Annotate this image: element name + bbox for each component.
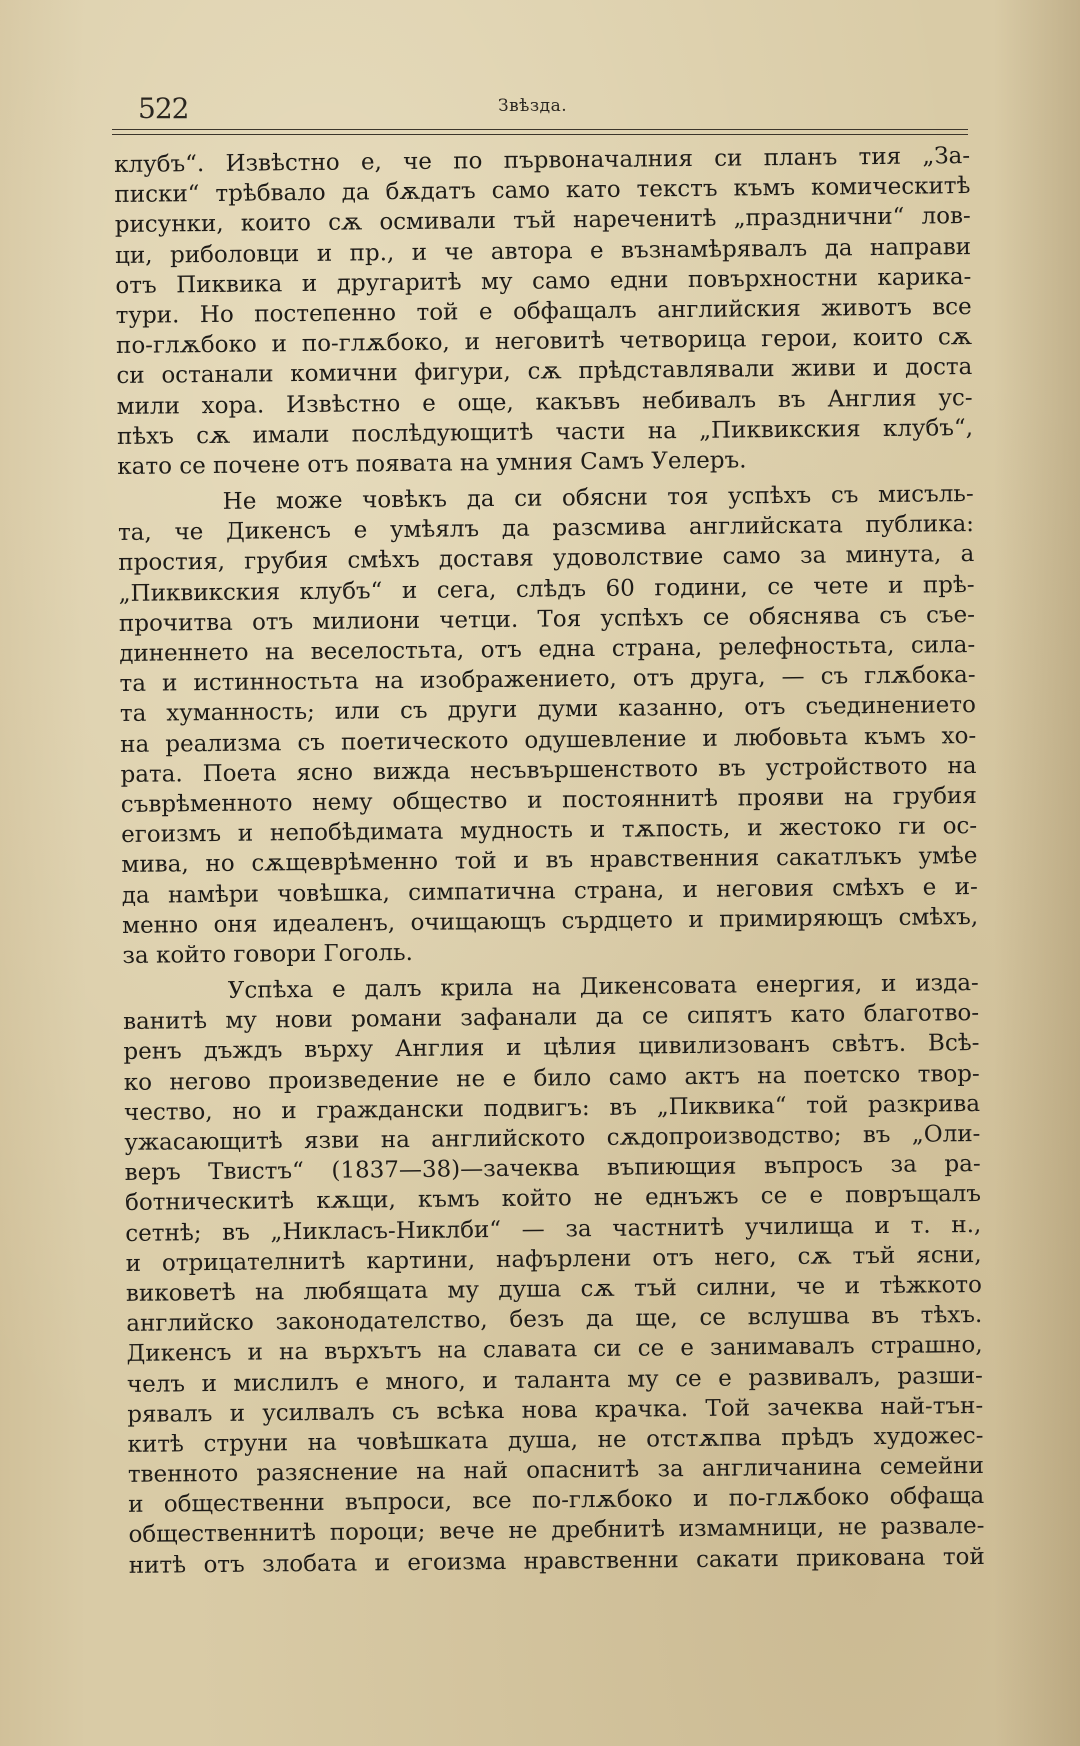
- header-rule-thin: [112, 134, 968, 135]
- text-line: твенното разяснение на най опаснитѣ за англичанина семейни: [127, 1453, 984, 1488]
- text-line: Не може човѣкъ да си обясни тоя успѣхъ съ мисъль-: [222, 481, 974, 515]
- text-line: английско законодателство, безъ да ще, се вслушва въ тѣхъ.: [126, 1302, 983, 1338]
- text-line: си останали комични фигури, сѫ прѣдставлявали живи и доста: [116, 354, 973, 390]
- text-line: на реализма съ поетическото одушевление и любовьта къмъ хо-: [120, 722, 977, 758]
- text-line: та и истинностьта на изображението, отъ друга, — съ глѫбока-: [119, 662, 976, 698]
- body-text: [114, 141, 985, 1581]
- text-line: простия, грубия смѣхъ доставя удоволствие само за минута, а: [118, 541, 975, 577]
- running-title: Звѣзда.: [498, 96, 568, 116]
- page-header: [138, 92, 968, 132]
- text-line: веръ Твистъ“ (1837—38)—зачеква въпиющия въпросъ за ра-: [124, 1151, 981, 1187]
- text-line: и общественни въпроси, все по-глѫбоко и по-глѫбоко обфаща: [128, 1483, 985, 1519]
- text-line: прочитва отъ милиони четци. Тоя успѣхъ се обяснява съ съе-: [118, 601, 976, 637]
- text-line: ко негово произведение не е било само актъ на поетско твор-: [123, 1060, 980, 1096]
- text-line: мили хора. Извѣстно е още, какъвъ небивалъ въ Англия ус-: [116, 384, 973, 420]
- text-line: ужасающитѣ язви на английското сѫдопроизводство; въ „Оли-: [124, 1120, 981, 1156]
- text-line: сетнѣ; въ „Никласъ-Никлби“ — за частнитѣ училища и т. н.,: [125, 1211, 982, 1247]
- text-line: Успѣха е далъ крила на Дикенсовата енергия, и изда-: [227, 970, 979, 1004]
- text-line: по-глѫбоко и по-глѫбоко, и неговитѣ четворица герои, които сѫ: [115, 324, 973, 360]
- text-line: ванитѣ му нови романи зафанали да се сипятъ като благотво-: [122, 1000, 980, 1036]
- text-line: челъ и мислилъ е много, и таланта му се е развивалъ, разши-: [126, 1362, 984, 1398]
- text-line: писки“ трѣбвало да бѫдатъ само като текстъ къмъ комическитѣ: [114, 173, 971, 209]
- text-line: рата. Поета ясно вижда несъвършенството въ устройството на: [120, 752, 977, 788]
- text-line: пѣхъ сѫ имали послѣдующитѣ части на „Пиквикския клубъ“,: [116, 414, 974, 450]
- text-line: та хуманность; или съ други думи казанно, отъ съединението: [119, 692, 976, 728]
- text-line: да намѣри човѣшка, симпатична страна, и неговия смѣхъ е и-: [121, 873, 978, 909]
- text-line: чество, но и граждански подвигъ: въ „Пиквика“ той разкрива: [123, 1090, 981, 1126]
- text-line: и отрицателнитѣ картини, нафърлени отъ него, сѫ тъй ясни,: [125, 1241, 982, 1277]
- text-line: егоизмъ и непобѣдимата мудность и тѫпость, и жестоко ги ос-: [121, 813, 978, 849]
- text-line: ренъ дъждъ върху Англия и цѣлия цивилизованъ свѣтъ. Всѣ-: [123, 1030, 980, 1066]
- header-rule-thick: [112, 129, 968, 130]
- text-line: тури. Но постепенно той е обфащалъ английския животъ все: [115, 293, 972, 329]
- text-line: съврѣменното нему общество и постояннитѣ прояви на грубия: [120, 782, 977, 818]
- text-line: рисунки, които сѫ осмивали тъй нареченитѣ „празднични“ лов-: [114, 203, 971, 239]
- text-line: общественнитѣ пороци; вече не дребнитѣ измамници, не развале-: [128, 1513, 985, 1549]
- text-line: ци, риболовци и пр., и че автора е възнамѣрявалъ да направи: [114, 233, 972, 269]
- text-line: китѣ струни на човѣшката душа, не отстѫпва прѣдъ художес-: [127, 1422, 984, 1458]
- text-line: клубъ“. Извѣстно е, че по първоначалния си планъ тия „За-: [114, 143, 971, 178]
- page-number: 522: [138, 92, 189, 125]
- text-line: диненнето на веселостьта, отъ една страна, релефностьта, сила-: [119, 632, 976, 667]
- text-line: ботническитѣ кѫщи, къмъ който не еднъжъ се е повръщалъ: [124, 1181, 982, 1217]
- text-line: та, че Дикенсъ е умѣялъ да разсмива английската публика:: [117, 511, 975, 547]
- text-line: виковетѣ на любящата му душа сѫ тъй силни, че и тѣжкото: [125, 1271, 983, 1307]
- text-line: нитѣ отъ злобата и егоизма нравственни сакати прикована той: [128, 1543, 985, 1579]
- text-line: Дикенсъ и на върхътъ на славата си се е занимавалъ страшно,: [126, 1332, 983, 1368]
- text-line: мива, но сѫщеврѣменно той и въ нравственния сакатлъкъ умѣе: [121, 843, 978, 879]
- text-line: менно оня идеаленъ, очищающъ сърдцето и примиряющъ смѣхъ,: [121, 903, 979, 939]
- paragraph-1: [114, 141, 973, 482]
- text-line: като се почене отъ появата на умния Самъ Уелеръ.: [117, 447, 747, 480]
- text-line: за който говори Гоголь.: [122, 939, 414, 969]
- paragraph-2: [118, 479, 979, 971]
- text-line: рявалъ и усилвалъ съ всѣка нова крачка. Той зачеква най-тън-: [127, 1392, 984, 1428]
- text-line: отъ Пиквика и другаритѣ му само едни повърхностни карика-: [115, 263, 972, 299]
- paragraph-3: [123, 968, 985, 1581]
- text-line: „Пиквикския клубъ“ и сега, слѣдъ 60 години, се чете и прѣ-: [118, 571, 975, 607]
